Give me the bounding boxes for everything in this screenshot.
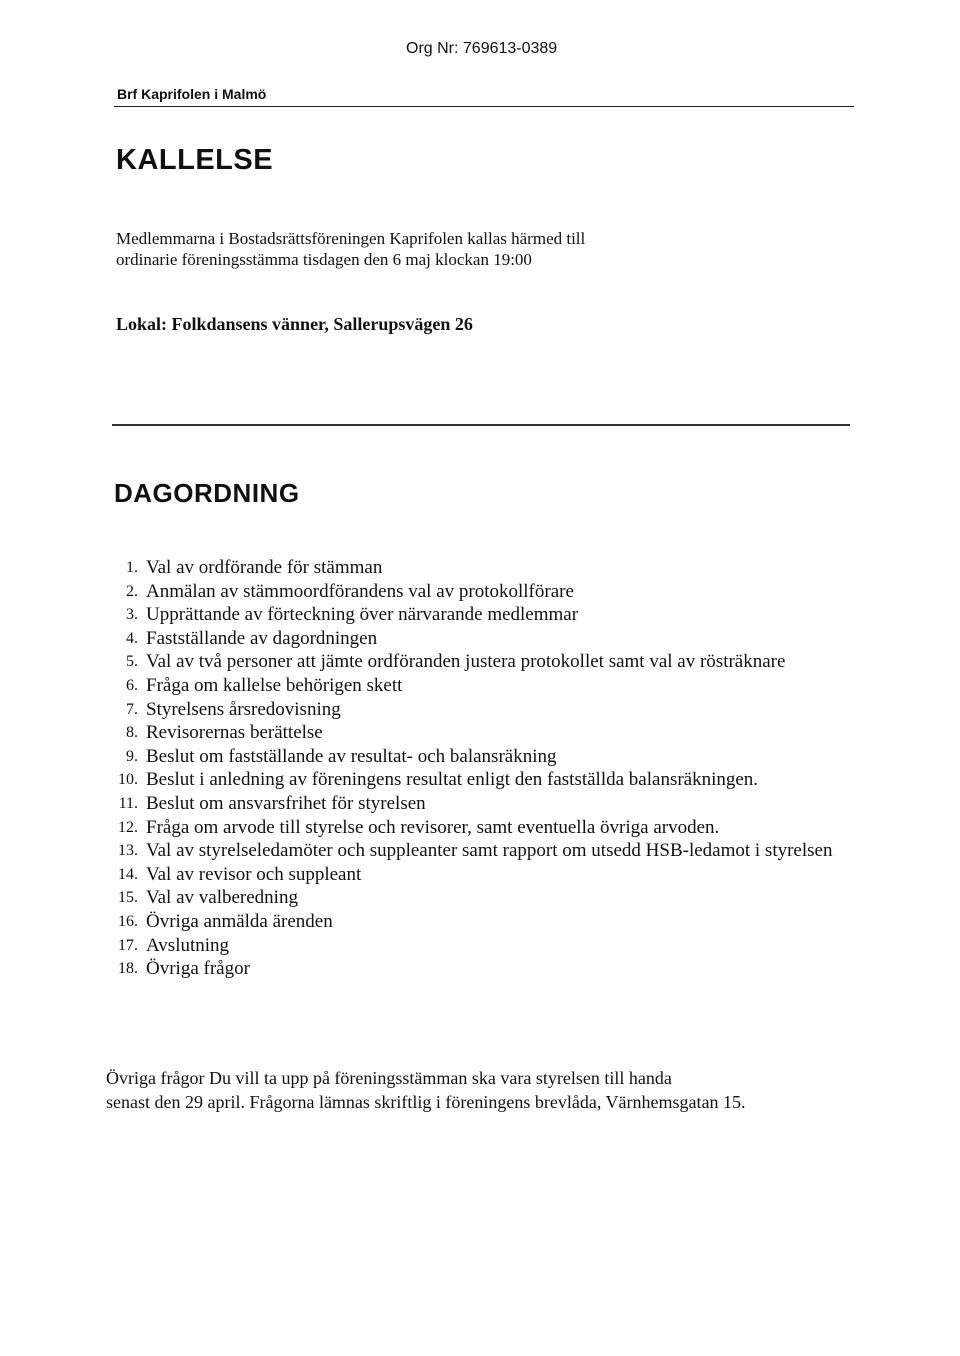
association-name: Brf Kaprifolen i Malmö [117, 86, 267, 102]
agenda-item-text: Fråga om arvode till styrelse och revisorer, samt eventuella övriga arvoden. [146, 816, 720, 838]
footer-line: senast den 29 april. Frågorna lämnas skriftlig i föreningens brevlåda, Värnhemsgatan 15. [106, 1092, 746, 1112]
agenda-item-text: Övriga frågor [146, 958, 250, 980]
agenda-item [104, 792, 844, 816]
agenda-item-number: 16. [118, 912, 138, 930]
agenda-item [104, 816, 844, 840]
agenda-item-text: Styrelsens årsredovisning [146, 698, 341, 720]
agenda-item-text: Fastställande av dagordningen [146, 627, 378, 649]
agenda-item-text: Upprättande av förteckning över närvarande medlemmar [146, 604, 579, 626]
agenda-item-text: Fråga om kallelse behörigen skett [146, 674, 403, 696]
agenda-item [104, 745, 844, 769]
agenda-item-number: 11. [118, 794, 138, 812]
agenda-item [104, 721, 844, 745]
agenda-item-number: 18. [118, 960, 138, 978]
agenda-item-number: 10. [118, 771, 138, 789]
agenda-item [104, 627, 844, 651]
org-number: Org Nr: 769613-0389 [406, 40, 558, 57]
agenda-item-text: Val av revisor och suppleant [146, 863, 362, 885]
agenda-item-text: Anmälan av stämmoordförandens val av protokollförare [146, 580, 574, 602]
agenda-item [104, 674, 844, 698]
agenda-item-number: 8. [126, 724, 138, 742]
agenda-item-number: 17. [118, 936, 138, 954]
agenda-item-text: Val av två personer att jämte ordföranden justera protokollet samt val av rösträknare [146, 651, 786, 673]
agenda-item-number: 5. [126, 653, 138, 671]
header-divider [114, 106, 854, 107]
dagordning-title: DAGORDNING [114, 478, 300, 508]
section-divider [112, 424, 850, 426]
agenda-item-number: 12. [118, 818, 138, 836]
agenda-item [104, 839, 844, 863]
agenda-item-number: 2. [126, 582, 138, 600]
agenda-item-text: Revisorernas berättelse [146, 722, 323, 744]
agenda-item-text: Beslut om fastställande av resultat- och balansräkning [146, 745, 557, 767]
agenda-item-number: 6. [126, 676, 138, 694]
agenda-item [104, 934, 844, 958]
agenda-item-text: Val av ordförande för stämman [146, 557, 383, 578]
agenda-item [104, 698, 844, 722]
footer-note [106, 1066, 866, 1114]
agenda-item-text: Beslut om ansvarsfrihet för styrelsen [146, 792, 426, 814]
agenda-item [104, 556, 844, 580]
agenda-item-number: 13. [118, 842, 138, 860]
agenda-item-number: 9. [126, 747, 138, 765]
kallelse-title: KALLELSE [116, 144, 274, 176]
agenda-item-number: 1. [126, 559, 138, 576]
footer-line: Övriga frågor Du vill ta upp på föreningsstämman ska vara styrelsen till handa [106, 1068, 672, 1088]
meeting-location: Lokal: Folkdansens vänner, Sallerupsvägen 26 [116, 314, 473, 334]
agenda-item-number: 14. [118, 865, 138, 883]
agenda-item [104, 650, 844, 674]
agenda-item-number: 7. [126, 700, 138, 718]
agenda-item-number: 4. [126, 629, 138, 647]
agenda-item [104, 886, 844, 910]
agenda-item [104, 957, 844, 981]
intro-paragraph [116, 228, 585, 270]
agenda-item-text: Avslutning [146, 934, 230, 956]
agenda-item-text: Beslut i anledning av föreningens resultat enligt den fastställda balansräkningen. [146, 769, 759, 791]
intro-line: Medlemmarna i Bostadsrättsföreningen Kaprifolen kallas härmed till [116, 229, 586, 248]
agenda-item [104, 603, 844, 627]
agenda-item [104, 580, 844, 604]
agenda-item [104, 863, 844, 887]
agenda-item-text: Val av valberedning [146, 887, 298, 909]
intro-line: ordinarie föreningsstämma tisdagen den 6 maj klockan 19:00 [116, 250, 532, 269]
agenda-item [104, 910, 844, 934]
agenda-list [104, 556, 844, 981]
agenda-item-text: Val av styrelseledamöter och suppleanter samt rapport om utsedd HSB-ledamot i styrelsen [146, 840, 833, 862]
agenda-item-number: 3. [126, 606, 138, 624]
agenda-item-text: Övriga anmälda ärenden [146, 910, 333, 932]
agenda-item-number: 15. [118, 889, 138, 907]
agenda-item [104, 768, 844, 792]
